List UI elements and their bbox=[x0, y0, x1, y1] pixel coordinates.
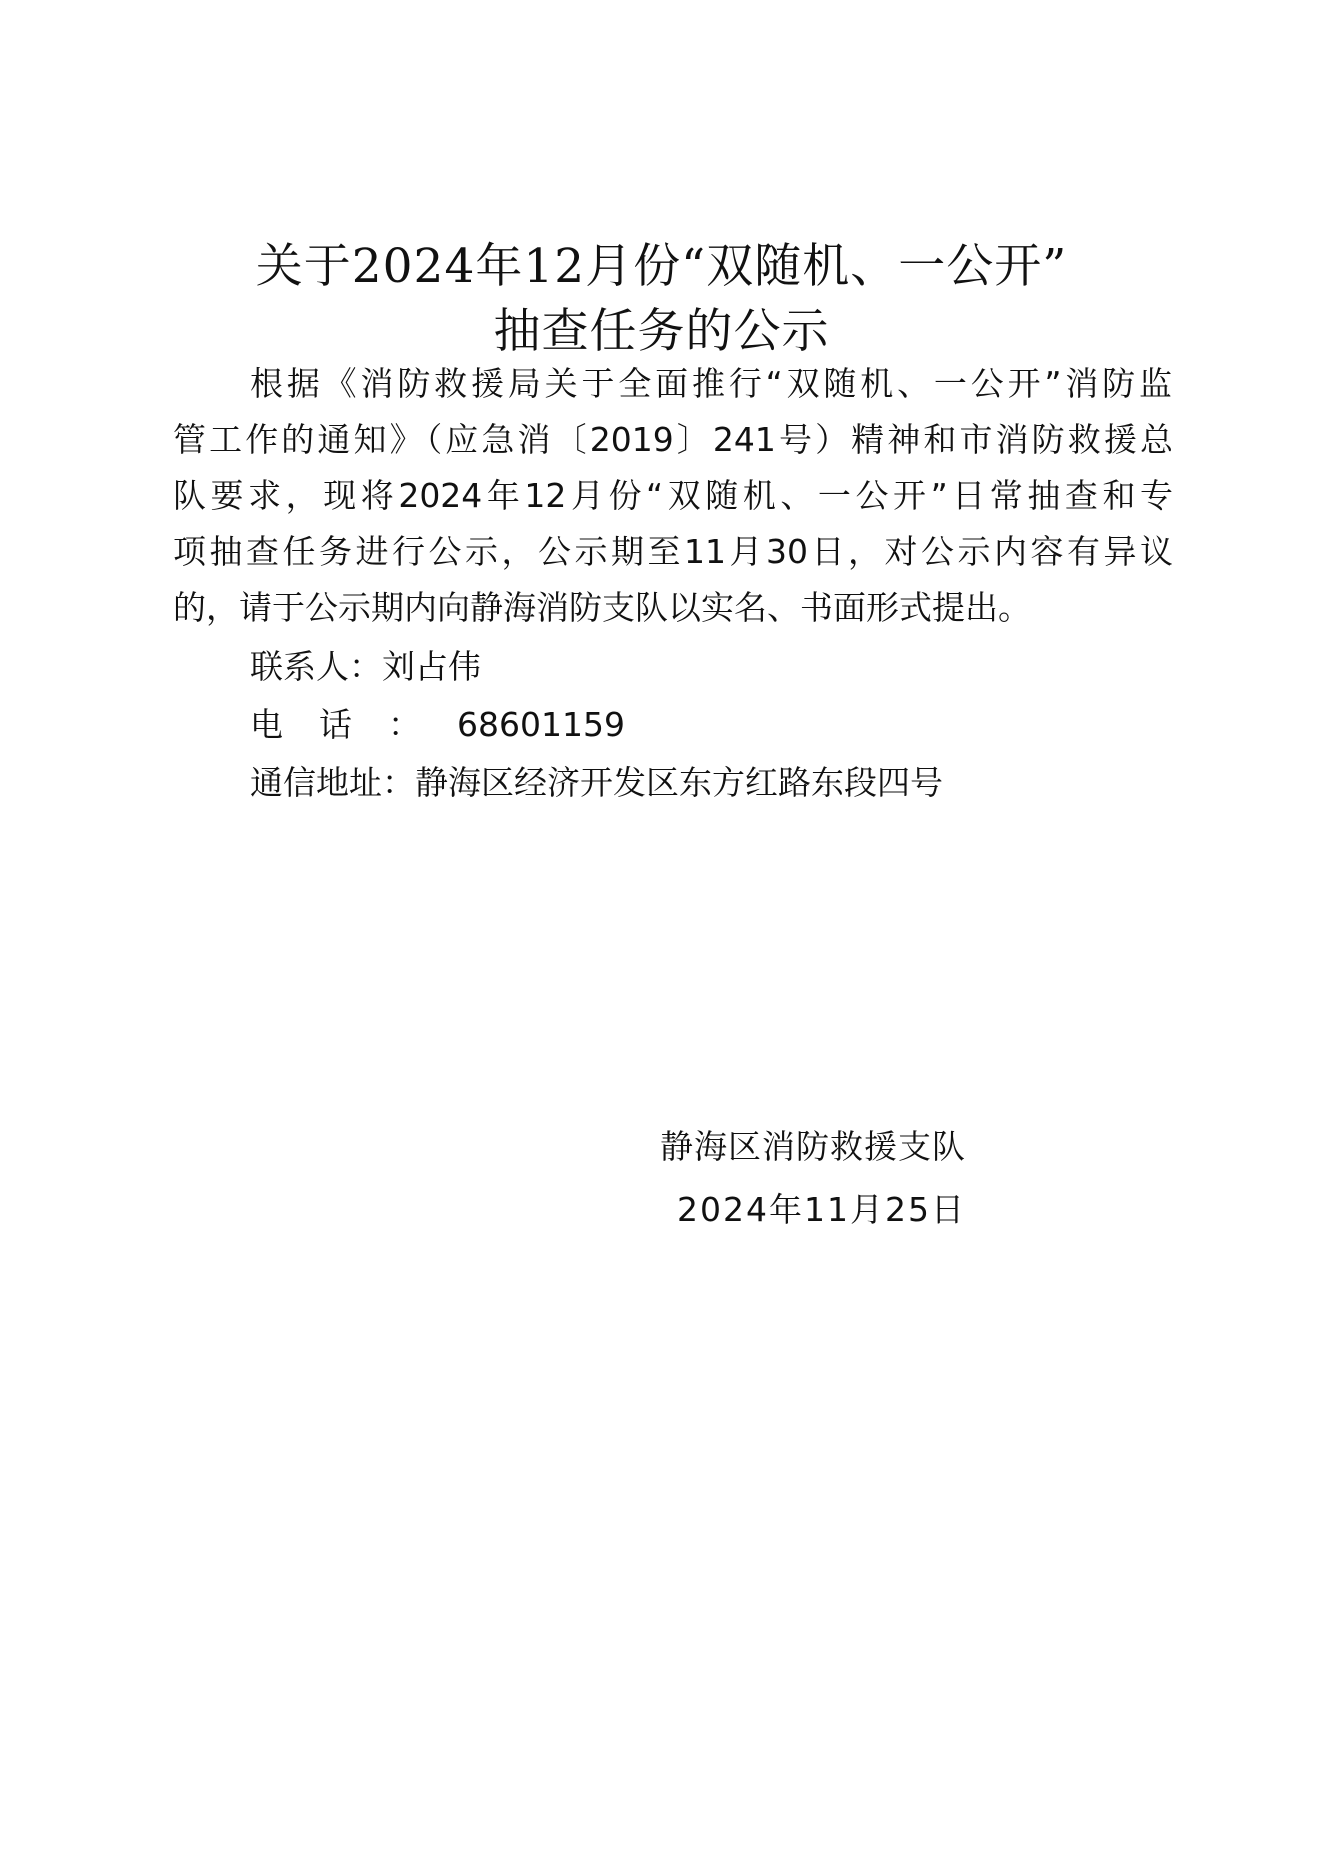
contact-address-value: 静海区经济开发区东方红路东段四号 bbox=[415, 763, 943, 802]
body-paragraph-line-4: 项抽查任务进行公示，公示期至11月30日，对公示内容有异议 bbox=[173, 532, 1173, 571]
contact-person-label: 联系人： bbox=[250, 647, 382, 686]
body-paragraph-line-1: 根据《消防救援局关于全面推行“双随机、一公开”消防监 bbox=[250, 364, 1172, 403]
contact-person-value: 刘占伟 bbox=[382, 647, 481, 686]
contact-phone-label: 电话： bbox=[250, 705, 457, 744]
body-paragraph-line-5: 的，请于公示期内向静海消防支队以实名、书面形式提出。 bbox=[173, 588, 1031, 627]
signature-organization: 静海区消防救援支队 bbox=[660, 1127, 966, 1166]
contact-phone-value: 68601159 bbox=[457, 705, 625, 744]
signature-date: 2024年11月25日 bbox=[677, 1190, 966, 1229]
contact-address-label: 通信地址： bbox=[250, 763, 415, 802]
document-title-line-1: 关于2024年12月份“双随机、一公开” bbox=[255, 239, 1068, 294]
body-paragraph-line-3: 队要求，现将2024年12月份“双随机、一公开”日常抽查和专 bbox=[173, 476, 1173, 515]
document-title-line-2: 抽查任务的公示 bbox=[493, 304, 830, 359]
contact-phone bbox=[250, 705, 625, 745]
contact-address bbox=[250, 763, 943, 803]
body-paragraph-line-2: 管工作的通知》（应急消〔2019〕241号）精神和市消防救援总 bbox=[173, 420, 1173, 459]
contact-person bbox=[250, 647, 481, 687]
